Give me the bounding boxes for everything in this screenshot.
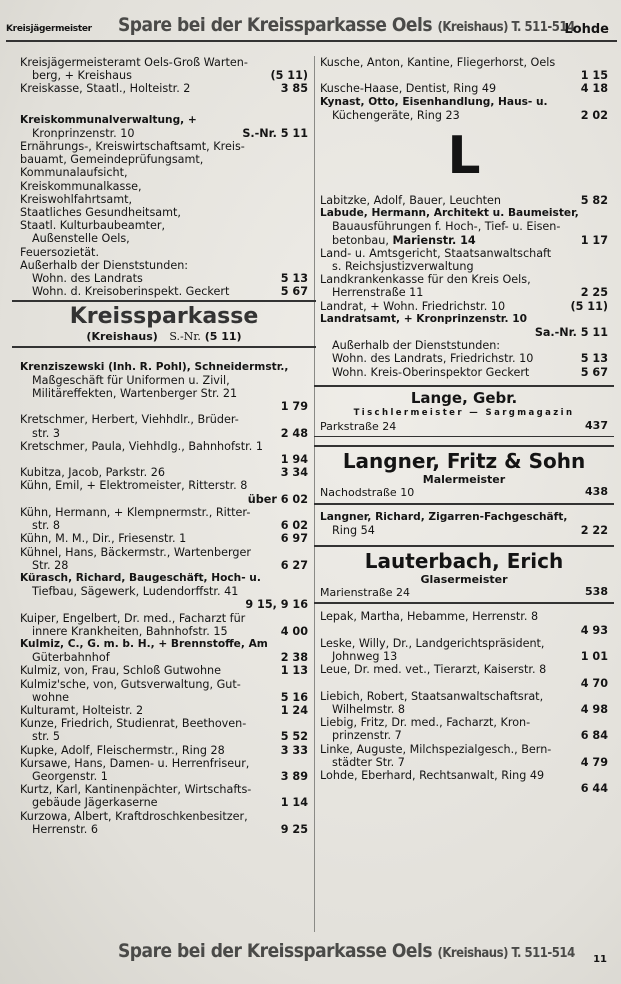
entry-text [20,272,308,285]
list-item [320,313,608,379]
entry-name: Kynast, Otto, Eisenhandlung, Haus- u. [320,95,548,108]
entry-text: Kunze, Friedrich, Studienrat, Beethoven- [20,717,247,731]
entry-name: Landratsamt, + Kronprinzenstr. 10 [320,312,527,325]
entry-text: Kusche-Haase, Dentist, Ring 49 [320,82,497,96]
entry-text: Tiefbau, Sägewerk, Ludendorffstr. 41 [32,585,239,599]
entry-text [320,109,608,122]
phone-number: 6 84 [580,729,608,743]
phone-number: über 6 02 [247,492,308,506]
list-item [320,690,608,716]
advert-address: Nachodstraße 10 [320,486,415,500]
entry-text: Liebig, Fritz, Dr. med., Facharzt, Kron- [320,716,531,730]
entry-text: Wohn. des Landrats, Friedrichstr. 10 [332,352,534,366]
phone-number: 6 44 [580,782,608,796]
phone-number: 5 67 [580,365,608,379]
list-item [320,207,608,247]
section-letter: L [447,126,481,187]
entry-text [20,400,308,413]
entry-text: Herrenstraße 11 [332,286,424,300]
entry-text [20,625,308,638]
entry-text [20,519,308,532]
phone-number: 2 25 [580,286,608,300]
entry-text: Kulmiz, von, Frau, Schloß Gutwohne [20,664,222,678]
phone-number: 9 25 [280,822,308,836]
phone-number: 4 70 [580,676,608,690]
entry-text [20,127,308,140]
phone-number: 3 34 [280,466,308,480]
langner-advert [314,445,614,504]
entry-text [20,466,308,479]
entry-name: Kulmiz, C., G. m. b. H., + Brennstoffe, Am [20,637,268,650]
phone-number: (5 11) [570,299,608,313]
entry-text: Staatl. Kulturbaubeamter, [20,219,166,233]
header-advert-phone: (Kreishaus) T. 511-514 [437,20,575,35]
entry-text: Kühn, Emil, + Elektromeister, Ritterstr. 8 [20,479,248,493]
phone-number: 1 13 [280,664,308,678]
header-last-entry: Lohde [564,22,609,37]
header-advert-text: Spare bei der Kreissparkasse Oels [118,14,433,36]
left-column [20,56,308,836]
entry-text [20,285,308,298]
advert-address: Parkstraße 24 [320,420,397,434]
list-item [20,56,308,96]
entry-text: str. 5 [32,730,61,744]
phone-number: 1 79 [280,400,308,414]
list-item [320,743,608,769]
advert-title: Lange, Gebr. [410,388,518,407]
advert-title: Langner, Fritz & Sohn [342,449,586,474]
list-item [20,506,308,532]
list-item [320,96,608,122]
phone-number: 3 85 [280,82,308,96]
entry-text: Kretschmer, Herbert, Viehhdlr., Brüder- [20,413,239,427]
advert-subtitle-text: (Kreishaus) [86,330,158,344]
entry-text [20,69,308,82]
entry-text: Landkrankenkasse für den Kreis Oels, [320,273,531,287]
phone-number: 437 [585,419,608,433]
entry-text [320,300,608,313]
list-item [320,637,608,663]
phone-number: (5 11) [204,330,242,344]
entry-text [20,691,308,704]
list-item [20,612,308,638]
entry-text: berg, + Kreishaus [32,69,132,83]
entry-text: Kursawe, Hans, Damen- u. Herrenfriseur, [20,756,250,770]
entry-text [20,559,308,572]
entry-text [20,704,308,717]
phone-number: Sa.-Nr. 5 11 [534,326,608,340]
entry-text: Außerhalb der Dienststunden: [332,339,501,353]
entry-name: Kürasch, Richard, Baugeschäft, Hoch- u. [20,571,261,584]
footer-advert [118,940,575,962]
entry-name: Langner, Richard, Zigarren-Fachgeschäft, [320,510,568,523]
advert-subtitle: Malermeister [422,473,506,487]
entry-text [320,326,608,339]
entry-text [20,664,308,677]
entry-text: Leske, Willy, Dr., Landgerichtspräsident, [320,636,545,650]
entry-text: Kurzowa, Albert, Kraftdroschkenbesitzer, [20,809,248,823]
phone-number: 4 00 [280,624,308,638]
list-item [20,638,308,664]
page-footer [0,940,621,968]
page-number: 11 [593,954,607,965]
list-item [20,783,308,809]
advert-snr-label: S.-Nr. [169,330,201,344]
entry-text: Außerhalb der Dienststunden: [20,258,189,272]
phone-number: 1 14 [280,796,308,810]
list-item [20,664,308,677]
entry-text: Johnweg 13 [332,650,398,664]
list-item [20,744,308,757]
list-item [20,361,308,414]
entry-text: Wohn. des Landrats [32,272,143,286]
phone-number: 5 16 [280,690,308,704]
entry-text: wohne [32,690,70,704]
kreissparkasse-advert [12,300,316,347]
phone-number: 4 98 [580,702,608,716]
advert-tagline: Tischlermeister — Sargmagazin [353,407,575,418]
entry-text: Feuersozietät. [20,245,100,259]
footer-advert-text: Spare bei der Kreissparkasse Oels [118,940,433,962]
header-first-entry: Kreisjägermeister [6,24,92,34]
entry-text [320,650,608,663]
entry-text [20,453,308,466]
entry-text [320,366,608,379]
phone-number: 6 97 [280,532,308,546]
entry-text [320,703,608,716]
entry-text: Ring 54 [332,523,375,537]
entry-text: Kühn, M. M., Dir., Friesenstr. 1 [20,532,187,546]
header-rule [6,40,617,42]
list-item [20,532,308,545]
entry-text: Labitzke, Adolf, Bauer, Leuchten [320,194,502,208]
entry-text [320,677,608,690]
phone-number: 6 27 [280,558,308,572]
list-item [320,610,608,636]
entry-text: Maßgeschäft für Uniformen u. Zivil, [32,373,230,387]
entry-text [20,532,308,545]
entry-text [20,796,308,809]
list-item [320,194,608,207]
entry-text: betonbau, [332,233,389,247]
entry-text [20,598,308,611]
list-item [20,546,308,572]
phone-number: 2 22 [580,523,608,537]
entry-text [20,770,308,783]
entry-text: Landrat, + Wohn. Friedrichstr. 10 [320,299,506,313]
entry-text [320,69,608,82]
entry-text: Kretschmer, Paula, Viehhdlg., Bahnhofstr. 1 [20,439,263,453]
entry-text: prinzenstr. 7 [332,729,402,743]
entry-text: Ernährungs-, Kreiswirtschaftsamt, Kreis- [20,140,245,154]
entry-text [320,234,608,247]
entry-text: Kubitza, Jacob, Parkstr. 26 [20,466,165,480]
entry-text: str. 8 [32,519,61,533]
entry-text: Str. 28 [32,558,69,572]
entry-text: Kreiskommunalkasse, [20,179,142,193]
list-item [320,300,608,313]
phone-number: 1 15 [580,69,608,83]
entry-text: Küchengeräte, Ring 23 [332,108,460,122]
entry-text: Linke, Auguste, Milchspezialgesch., Bern- [320,742,552,756]
entry-text: innere Krankheiten, Bahnhofstr. 15 [32,624,228,638]
entry-text: Lepak, Martha, Hebamme, Herrenstr. 8 [320,610,539,624]
list-item [20,717,308,743]
entry-text [320,524,608,537]
phone-number: 2 02 [580,108,608,122]
entry-text [20,744,308,757]
lange-advert [314,385,614,437]
phone-number: (5 11) [270,69,308,83]
phone-number: S.-Nr. 5 11 [242,126,308,140]
entry-text: Kupke, Adolf, Fleischermstr., Ring 28 [20,743,225,757]
entry-text: Wilhelmstr. 8 [332,702,406,716]
header-advert [118,14,575,36]
advert-address: Marienstraße 24 [320,586,411,600]
list-item [20,440,308,466]
entry-text: gebäude Jägerkaserne [32,796,158,810]
phone-number: 1 17 [580,233,608,247]
entry-text: str. 3 [32,426,61,440]
entry-text [320,286,608,299]
advert-subtitle: Glasermeister [420,573,508,587]
advert-subtitle [12,330,316,343]
entry-text: Güterbahnhof [32,651,110,665]
entry-text: Staatliches Gesundheitsamt, [20,206,181,220]
phone-number: 1 01 [580,650,608,664]
entry-text [20,823,308,836]
phone-number: 2 38 [280,651,308,665]
entry-text: Kusche, Anton, Kantine, Fliegerhorst, Oels [320,56,556,69]
list-item [20,413,308,439]
list-item [320,716,608,742]
phone-number: 6 02 [280,519,308,533]
list-item [20,678,308,704]
phone-number: 538 [585,585,608,599]
entry-text: Kulmiz'sche, von, Gutsverwaltung, Gut- [20,677,241,691]
phone-number: 4 93 [580,623,608,637]
entry-text: Liebich, Robert, Staatsanwaltschaftsrat, [320,689,544,703]
phone-number: 3 89 [280,769,308,783]
entry-text [320,352,608,365]
phone-number: 4 79 [580,755,608,769]
entry-text: städter Str. 7 [332,755,405,769]
entry-text: Land- u. Amtsgericht, Staatsanwaltschaft [320,246,552,260]
entry-text: Herrenstr. 6 [32,822,99,836]
advert-title: Kreissparkasse [69,304,259,330]
entry-text: Wohn. d. Kreisoberinspekt. Geckert [32,285,230,299]
entry-address: Marienstr. 14 [392,233,476,247]
list-item [320,247,608,273]
entry-name: Krenziszewski (Inh. R. Pohl), Schneidermstr., [20,360,289,373]
entry-text: Kreiswohlfahrtsamt, [20,192,133,206]
entry-text: Kreiskasse, Staatl., Holteistr. 2 [20,82,191,96]
list-item [20,572,308,612]
list-item [320,663,608,689]
right-column [320,56,608,795]
entry-text: s. Reichsjustizverwaltung [332,260,474,274]
entry-text: Militäreffekten, Wartenberger Str. 21 [32,387,238,401]
list-item [20,466,308,479]
entry-text: Wohn. Kreis-Oberinspektor Geckert [332,365,530,379]
phone-number: 5 13 [280,272,308,286]
phone-number: 2 48 [280,426,308,440]
phone-number: 4 18 [580,82,608,96]
entry-name: Kreiskommunalverwaltung, + [20,113,197,126]
entry-text: Lohde, Eberhard, Rechtsanwalt, Ring 49 [320,768,545,782]
phone-number: 1 94 [280,453,308,467]
list-item [320,82,608,95]
entry-text [320,729,608,742]
entry-text [320,782,608,795]
entry-text: Kronprinzenstr. 10 [32,126,135,140]
page-header [0,14,621,40]
entry-name: Labude, Hermann, Architekt u. Baumeister, [320,207,579,220]
phone-number: 5 82 [580,194,608,208]
phone-number: 5 67 [280,285,308,299]
list-item [20,810,308,836]
entry-text [20,493,308,506]
entry-text: Leue, Dr. med. vet., Tierarzt, Kaiserstr. 8 [320,663,547,677]
entry-text: Bauausführungen f. Hoch-, Tief- u. Eisen- [332,220,561,234]
entry-text: bauamt, Gemeindeprüfungsamt, [20,153,204,167]
list-item [320,511,608,537]
footer-advert-phone: (Kreishaus) T. 511-514 [437,946,575,961]
advert-title: Lauterbach, Erich [364,549,564,574]
entry-text: Kühn, Hermann, + Klempnermstr., Ritter- [20,505,251,519]
phone-number: 1 24 [280,703,308,717]
lauterbach-advert [314,545,614,604]
list-item [20,757,308,783]
entry-text [20,427,308,440]
phone-number: 5 52 [280,730,308,744]
entry-text: Kreisjägermeisteramt Oels-Groß Warten- [20,56,248,69]
list-item [20,704,308,717]
entry-text: Außenstelle Oels, [32,232,130,246]
entry-text: Kühnel, Hans, Bäckermstr., Wartenberger [20,545,251,559]
entry-text [20,730,308,743]
entry-text: Kurtz, Karl, Kantinenpächter, Wirtschafts- [20,783,252,797]
list-item [20,479,308,505]
phone-number: 9 15, 9 16 [245,598,308,612]
list-item [320,273,608,299]
entry-text [320,756,608,769]
entry-text [320,82,608,95]
entry-text: Kuiper, Engelbert, Dr. med., Facharzt für [20,611,246,625]
phone-number: 3 33 [280,743,308,757]
phone-number: 438 [585,485,608,499]
entry-text [20,651,308,664]
list-item [320,56,608,82]
entry-text: Kommunalaufsicht, [20,166,128,180]
entry-text [320,624,608,637]
entry-text [320,194,608,207]
phone-number: 5 13 [580,352,608,366]
list-item [320,769,608,795]
entry-text: Georgenstr. 1 [32,769,108,783]
entry-text [20,82,308,95]
list-item [20,114,308,299]
entry-text: Kulturamt, Holteistr. 2 [20,703,144,717]
